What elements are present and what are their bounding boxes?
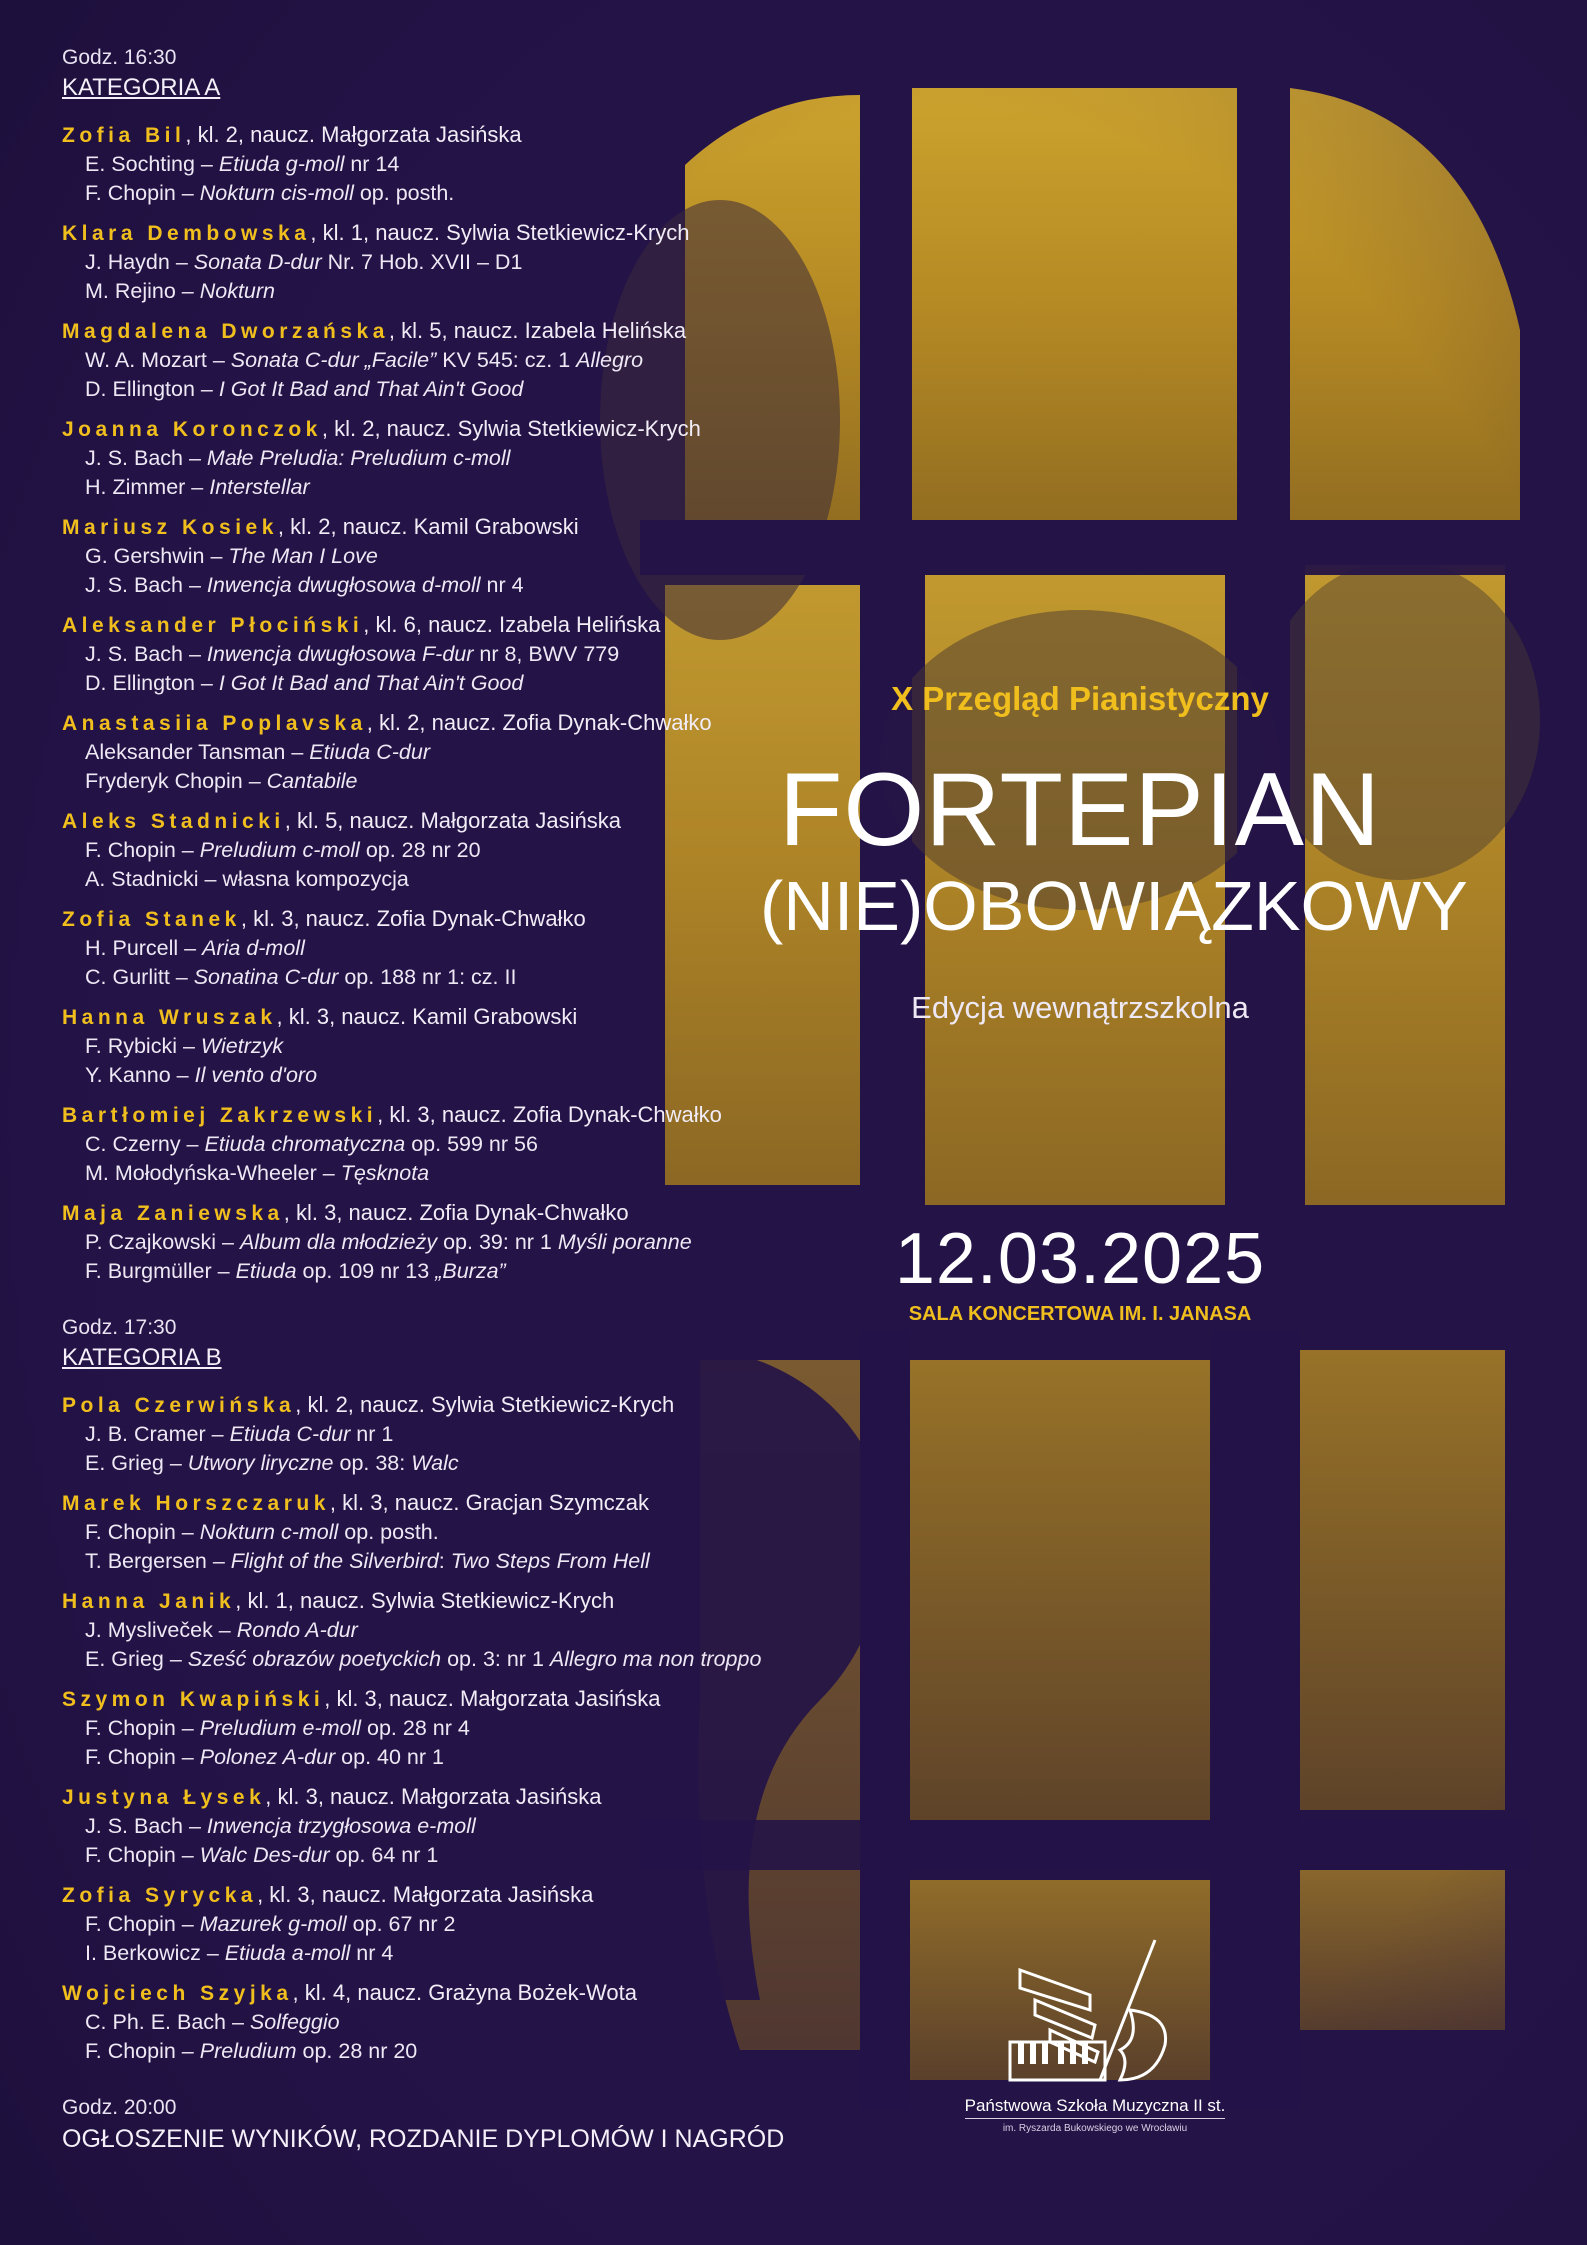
piece-line <box>62 640 862 669</box>
event-edition: Edycja wewnątrzszkolna <box>911 990 1249 1025</box>
piece-text: H. Zimmer – <box>85 475 210 499</box>
performer-name: Pola Czerwińska <box>62 1394 296 1417</box>
piece-line <box>62 248 862 277</box>
piece-text: F. Chopin – <box>85 1716 200 1740</box>
performer-class-teacher: , kl. 2, naucz. Sylwia Stetkiewicz-Krych <box>321 416 701 441</box>
performer-name: Zofia Bil <box>62 124 186 147</box>
school-logo <box>955 1930 1235 2134</box>
piece-text: P. Czajkowski – <box>85 1230 240 1254</box>
performer-class-teacher: , kl. 1, naucz. Sylwia Stetkiewicz-Krych <box>235 1588 615 1613</box>
performer-line <box>62 708 862 738</box>
piece-text: op. 188 nr 1: cz. II <box>338 965 517 989</box>
performer-line <box>62 512 862 542</box>
performer-entry <box>62 512 862 600</box>
time-category-a: Godz. 16:30 <box>62 46 177 69</box>
performer-name: Zofia Syrycka <box>62 1884 258 1907</box>
piece-line <box>62 1812 862 1841</box>
piece-line <box>62 767 862 796</box>
piece-line <box>62 836 862 865</box>
piece-text: op. 38: <box>333 1451 412 1475</box>
performer-name: Justyna Łysek <box>62 1786 266 1809</box>
performer-line <box>62 1390 862 1420</box>
performer-class-teacher: , kl. 2, naucz. Małgorzata Jasińska <box>185 122 522 147</box>
piece-line <box>62 1061 862 1090</box>
performer-line <box>62 904 862 934</box>
piece-text: M. Rejino – <box>85 279 200 303</box>
performer-class-teacher: , kl. 2, naucz. Sylwia Stetkiewicz-Krych <box>295 1392 675 1417</box>
piece-line <box>62 1939 862 1968</box>
piece-text: J. B. Cramer – <box>85 1422 230 1446</box>
performer-entry <box>62 1390 862 1478</box>
category-b-heading: KATEGORIA B <box>62 1344 222 1371</box>
performer-entry <box>62 1684 862 1772</box>
piece-title: Preludium c-moll <box>199 838 360 862</box>
performer-name: Maja Zaniewska <box>62 1202 284 1225</box>
performer-name: Bartłomiej Zakrzewski <box>62 1104 378 1127</box>
piece-line <box>62 277 862 306</box>
piece-text: H. Purcell – <box>85 936 203 960</box>
piece-text: Nr. 7 Hob. XVII – D1 <box>321 250 523 274</box>
piece-text: op. 109 nr 13 <box>296 1259 436 1283</box>
performer-entry <box>62 414 862 502</box>
piece-text: M. Mołodyńska-Wheeler – <box>85 1161 341 1185</box>
piece-line <box>62 1547 862 1576</box>
piece-title: Walc Des-dur <box>199 1843 330 1867</box>
performer-class-teacher: , kl. 1, naucz. Sylwia Stetkiewicz-Krych <box>310 220 690 245</box>
piece-text: J. Mysliveček – <box>85 1618 237 1642</box>
piece-title: Cantabile <box>266 769 358 793</box>
school-emblem-icon <box>980 1930 1210 2090</box>
performer-line <box>62 316 862 346</box>
performer-class-teacher: , kl. 3, naucz. Małgorzata Jasińska <box>324 1686 661 1711</box>
piece-line <box>62 1841 862 1870</box>
piece-title: Rondo A-dur <box>236 1618 358 1642</box>
piece-text: KV 545: cz. 1 <box>436 348 577 372</box>
performer-class-teacher: , kl. 3, naucz. Zofia Dynak-Chwałko <box>283 1200 629 1225</box>
piece-title: Etiuda C-dur <box>229 1422 351 1446</box>
finale-text: OGŁOSZENIE WYNIKÓW, ROZDANIE DYPLOMÓW I NAGRÓD <box>62 2125 785 2153</box>
piece-text: W. A. Mozart – <box>85 348 231 372</box>
performer-entry <box>62 316 862 404</box>
piece-title: Nokturn <box>199 279 276 303</box>
event-venue: SALA KONCERTOWA IM. I. JANASA <box>908 1303 1252 1325</box>
piece-text: op. posth. <box>338 1520 439 1544</box>
event-series: X Przegląd Pianistyczny <box>891 680 1269 717</box>
piece-title: Flight of the Silverbird <box>230 1549 439 1573</box>
piece-text: op. 28 nr 4 <box>361 1716 470 1740</box>
performer-entry <box>62 1002 862 1090</box>
piece-text: op. 3: nr 1 <box>441 1647 550 1671</box>
piece-line <box>62 963 862 992</box>
piece-text: F. Rybicki – <box>85 1034 201 1058</box>
performer-entry <box>62 806 862 894</box>
performer-line <box>62 1002 862 1032</box>
piece-text: op. 28 nr 20 <box>359 838 481 862</box>
piece-text: op. 39: nr 1 <box>437 1230 558 1254</box>
piece-text: op. 64 nr 1 <box>329 1843 439 1867</box>
piece-line <box>62 1257 862 1286</box>
piece-title: Tęsknota <box>340 1161 430 1185</box>
piece-line <box>62 346 862 375</box>
performer-entry <box>62 1782 862 1870</box>
piece-text: D. Ellington – <box>85 377 219 401</box>
piece-title: Sonata C-dur „Facile” <box>230 348 437 372</box>
performer-name: Hanna Wruszak <box>62 1006 277 1029</box>
piece-text: A. Stadnicki – własna kompozycja <box>85 867 409 891</box>
piece-title: Nokturn cis-moll <box>199 181 354 205</box>
piece-line <box>62 669 862 698</box>
performer-class-teacher: , kl. 5, naucz. Małgorzata Jasińska <box>284 808 621 833</box>
piece-line <box>62 1743 862 1772</box>
piece-text: : <box>438 1549 451 1573</box>
piece-text: C. Ph. E. Bach – <box>85 2010 250 2034</box>
piece-title: Album dla młodzieży <box>239 1230 438 1254</box>
piece-title: Preludium <box>199 2039 297 2063</box>
performer-entry <box>62 218 862 306</box>
piece-line <box>62 1130 862 1159</box>
piece-line <box>62 375 862 404</box>
piece-title: Allegro <box>576 348 644 372</box>
performer-name: Aleksander Płociński <box>62 614 364 637</box>
piece-title: Sonatina C-dur <box>193 965 339 989</box>
performer-class-teacher: , kl. 3, naucz. Zofia Dynak-Chwałko <box>377 1102 722 1127</box>
performer-class-teacher: , kl. 2, naucz. Kamil Grabowski <box>277 514 579 539</box>
piece-text: F. Chopin – <box>85 2039 200 2063</box>
performer-line <box>62 414 862 444</box>
performer-entry <box>62 1978 862 2066</box>
piece-title: Solfeggio <box>249 2010 340 2034</box>
piece-text: op. 599 nr 56 <box>405 1132 538 1156</box>
piece-text: nr 4 <box>350 1941 394 1965</box>
piece-title: The Man I Love <box>228 544 378 568</box>
piece-text: F. Chopin – <box>85 838 200 862</box>
event-date: 12.03.2025 <box>894 1219 1266 1299</box>
piece-text: J. S. Bach – <box>85 446 207 470</box>
performer-line <box>62 1488 862 1518</box>
performer-name: Marek Horszczaruk <box>62 1492 330 1515</box>
piece-text: J. S. Bach – <box>85 642 207 666</box>
performer-entry <box>62 1586 862 1674</box>
event-title-line1: FORTEPIAN <box>778 752 1382 868</box>
school-subtitle: im. Ryszarda Bukowskiego we Wrocławiu <box>1002 2123 1188 2134</box>
piece-text: Aleksander Tansman – <box>85 740 310 764</box>
performer-line <box>62 806 862 836</box>
performer-line <box>62 610 862 640</box>
category-a-performers <box>62 120 862 1286</box>
piece-text: C. Gurlitt – <box>85 965 194 989</box>
piece-title: Allegro ma non troppo <box>549 1647 762 1671</box>
piece-title: Walc <box>411 1451 459 1475</box>
piece-line <box>62 150 862 179</box>
performer-entry <box>62 1100 862 1188</box>
piece-line <box>62 1714 862 1743</box>
performer-name: Joanna Koronczok <box>62 418 322 441</box>
piece-text: Y. Kanno – <box>85 1063 195 1087</box>
piece-line <box>62 1449 862 1478</box>
piece-text: nr 14 <box>344 152 400 176</box>
piece-title: Etiuda g-moll <box>218 152 345 176</box>
piece-line <box>62 1420 862 1449</box>
piece-text: nr 4 <box>480 573 524 597</box>
performer-line <box>62 1782 862 1812</box>
piece-title: Etiuda <box>235 1259 297 1283</box>
piece-line <box>62 934 862 963</box>
piece-text: T. Bergersen – <box>85 1549 231 1573</box>
performer-name: Wojciech Szyjka <box>62 1982 293 2005</box>
piece-line <box>62 571 862 600</box>
performer-name: Klara Dembowska <box>62 222 311 245</box>
performer-class-teacher: , kl. 3, naucz. Kamil Grabowski <box>276 1004 578 1029</box>
piece-text: G. Gershwin – <box>85 544 229 568</box>
piece-line <box>62 1645 862 1674</box>
piece-text: nr 8, BWV 779 <box>473 642 620 666</box>
performer-class-teacher: , kl. 3, naucz. Gracjan Szymczak <box>329 1490 650 1515</box>
piece-line <box>62 473 862 502</box>
performer-line <box>62 1880 862 1910</box>
piece-title: „Burza” <box>435 1259 506 1283</box>
performer-name: Zofia Stanek <box>62 908 241 931</box>
piece-line <box>62 1910 862 1939</box>
piece-title: Etiuda C-dur <box>309 740 430 764</box>
piece-line <box>62 1159 862 1188</box>
piece-title: Il vento d'oro <box>194 1063 318 1087</box>
category-a-heading: KATEGORIA A <box>62 74 221 101</box>
piece-text: E. Grieg – <box>85 1451 188 1475</box>
performer-name: Aleks Stadnicki <box>62 810 285 833</box>
piece-line <box>62 444 862 473</box>
piece-text: op. 67 nr 2 <box>346 1912 456 1936</box>
piece-title: Interstellar <box>209 475 310 499</box>
piece-line <box>62 2008 862 2037</box>
performer-class-teacher: , kl. 3, naucz. Małgorzata Jasińska <box>265 1784 602 1809</box>
piece-text: D. Ellington – <box>85 671 219 695</box>
piece-text: F. Chopin – <box>85 1520 200 1544</box>
piece-line <box>62 738 862 767</box>
piece-text: E. Grieg – <box>85 1647 188 1671</box>
piece-line <box>62 1228 862 1257</box>
performer-class-teacher: , kl. 4, naucz. Grażyna Bożek-Wota <box>292 1980 637 2005</box>
piece-text: F. Burgmüller – <box>85 1259 236 1283</box>
piece-line <box>62 179 862 208</box>
piece-title: I Got It Bad and That Ain't Good <box>218 377 524 401</box>
performer-name: Mariusz Kosiek <box>62 516 278 539</box>
piece-title: I Got It Bad and That Ain't Good <box>218 671 524 695</box>
piece-text: J. S. Bach – <box>85 1814 207 1838</box>
piece-text: op. 28 nr 20 <box>296 2039 418 2063</box>
piece-line <box>62 865 862 894</box>
performer-line <box>62 1100 862 1130</box>
performer-line <box>62 218 862 248</box>
piece-text: J. Haydn – <box>85 250 194 274</box>
piece-line <box>62 1032 862 1061</box>
program-list <box>62 44 862 2156</box>
piece-title: Preludium e-moll <box>199 1716 362 1740</box>
piece-text: op. 40 nr 1 <box>335 1745 444 1769</box>
piece-text: J. S. Bach – <box>85 573 207 597</box>
piece-title: Aria d-moll <box>202 936 305 960</box>
piece-title: Wietrzyk <box>200 1034 284 1058</box>
piece-text: I. Berkowicz – <box>85 1941 225 1965</box>
piece-text: F. Chopin – <box>85 1843 200 1867</box>
piece-title: Two Steps From Hell <box>450 1549 650 1573</box>
time-category-b: Godz. 17:30 <box>62 1316 177 1339</box>
performer-entry <box>62 904 862 992</box>
performer-name: Szymon Kwapiński <box>62 1688 325 1711</box>
piece-line <box>62 2037 862 2066</box>
performer-class-teacher: , kl. 3, naucz. Małgorzata Jasińska <box>257 1882 594 1907</box>
event-title-line2: (NIE)OBOWIĄZKOWY <box>760 867 1468 945</box>
time-finale: Godz. 20:00 <box>62 2096 177 2119</box>
piece-title: Inwencja dwugłosowa F-dur <box>206 642 474 666</box>
piece-title: Myśli poranne <box>557 1230 692 1254</box>
piece-title: Polonez A-dur <box>199 1745 336 1769</box>
performer-name: Anastasiia Poplavska <box>62 712 367 735</box>
piece-title: Sonata D-dur <box>193 250 322 274</box>
performer-name: Magdalena Dworzańska <box>62 320 389 343</box>
piece-text: E. Sochting – <box>85 152 219 176</box>
performer-line <box>62 1586 862 1616</box>
piece-title: Mazurek g-moll <box>199 1912 347 1936</box>
performer-entry <box>62 1880 862 1968</box>
performer-entry <box>62 1198 862 1286</box>
piece-text: C. Czerny – <box>85 1132 205 1156</box>
piece-text: F. Chopin – <box>85 1912 200 1936</box>
piece-text: F. Chopin – <box>85 1745 200 1769</box>
piece-line <box>62 1616 862 1645</box>
performer-entry <box>62 708 862 796</box>
performer-line <box>62 1198 862 1228</box>
performer-class-teacher: , kl. 3, naucz. Zofia Dynak-Chwałko <box>240 906 586 931</box>
performer-entry <box>62 1488 862 1576</box>
performer-class-teacher: , kl. 2, naucz. Zofia Dynak-Chwałko <box>366 710 712 735</box>
piece-line <box>62 1518 862 1547</box>
performer-line <box>62 120 862 150</box>
piece-text: op. posth. <box>353 181 455 205</box>
performer-entry <box>62 120 862 208</box>
performer-name: Hanna Janik <box>62 1590 236 1613</box>
piece-title: Nokturn c-moll <box>199 1520 339 1544</box>
school-name: Państwowa Szkoła Muzyczna II st. <box>965 2096 1226 2119</box>
piece-title: Inwencja dwugłosowa d-moll <box>206 573 481 597</box>
piece-text: F. Chopin – <box>85 181 200 205</box>
piece-text: Fryderyk Chopin – <box>85 769 267 793</box>
category-b-performers <box>62 1390 862 2066</box>
piece-title: Etiuda chromatyczna <box>204 1132 406 1156</box>
performer-line <box>62 1684 862 1714</box>
piece-title: Sześć obrazów poetyckich <box>187 1647 442 1671</box>
piece-title: Małe Preludia: Preludium c-moll <box>206 446 511 470</box>
performer-line <box>62 1978 862 2008</box>
piece-title: Inwencja trzygłosowa e-moll <box>206 1814 476 1838</box>
piece-title: Utwory liryczne <box>187 1451 334 1475</box>
piece-line <box>62 542 862 571</box>
performer-class-teacher: , kl. 5, naucz. Izabela Helińska <box>388 318 687 343</box>
piece-text: nr 1 <box>350 1422 394 1446</box>
performer-class-teacher: , kl. 6, naucz. Izabela Helińska <box>363 612 661 637</box>
piece-title: Etiuda a-moll <box>224 1941 351 1965</box>
performer-entry <box>62 610 862 698</box>
